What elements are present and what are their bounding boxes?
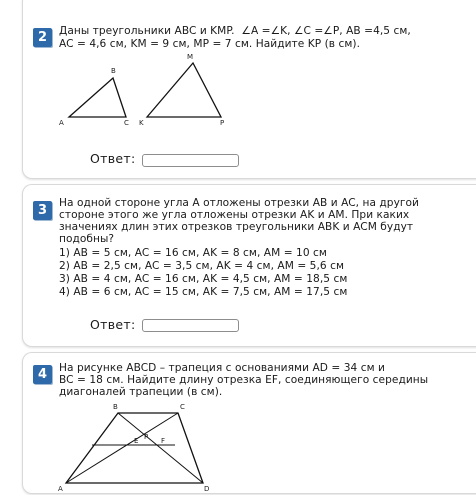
vertex-label-b: B — [113, 403, 118, 411]
vertex-label-k: K — [139, 119, 144, 127]
vertex-label-c: C — [124, 119, 129, 127]
vertex-label-c: C — [180, 403, 185, 411]
point-label-e: E — [134, 437, 139, 445]
vertex-label-a: A — [59, 119, 64, 127]
task-number-badge: 4 — [33, 365, 52, 384]
vertex-label-p: P — [220, 119, 225, 127]
task-question-line: На рисунке ABCD – трапеция с основаниями AD = 34 см и — [59, 362, 385, 374]
task-question-line: значениях длин этих отрезков треугольники ABK и ACM будут — [59, 221, 414, 233]
point-label-p: P — [144, 433, 149, 441]
task-card-4 — [22, 352, 476, 494]
point-label-f: F — [161, 437, 166, 445]
vertex-label-a: A — [58, 485, 63, 493]
task-question-line: подобны? — [59, 233, 115, 245]
vertex-label-m: M — [187, 53, 194, 61]
vertex-label-b: B — [111, 67, 116, 75]
answer-option-3: 3) AB = 4 см, AC = 16 см, AK = 4,5 см, AM = 18,5 см — [59, 273, 348, 285]
task-question-line: Даны треугольники ABC и KMP. ∠A =∠K, ∠C =∠P, AB =4,5 см, — [59, 25, 411, 37]
answer-label: Ответ: — [90, 151, 136, 166]
task-question-line: На одной стороне угла A отложены отрезки AB и AC, на другой — [59, 197, 419, 209]
answer-input[interactable] — [142, 154, 239, 167]
task-card-2 — [22, 0, 476, 179]
task-question-line: диагоналей трапеции (в см). — [59, 386, 223, 398]
answer-label: Ответ: — [90, 317, 136, 332]
task-question-line: стороне этого же угла отложены отрезки AK и AM. При каких — [59, 209, 410, 221]
task-question-line: AC = 4,6 см, KM = 9 см, MP = 7 см. Найдите KP (в см). — [59, 38, 361, 50]
trapezoid-abcd-figure — [58, 405, 258, 495]
vertex-label-d: D — [204, 485, 210, 493]
triangle-abc — [69, 78, 126, 117]
answer-input[interactable] — [142, 319, 239, 332]
triangles-abc-kmp-figure — [53, 53, 283, 143]
answer-option-4: 4) AB = 6 см, AC = 15 см, AK = 7,5 см, AM = 17,5 см — [59, 286, 348, 298]
answer-option-1: 1) AB = 5 см, AC = 16 см, AK = 8 см, AM = 10 см — [59, 247, 327, 259]
answer-option-2: 2) AB = 2,5 см, AC = 3,5 см, AK = 4 см, AM = 5,6 см — [59, 260, 345, 272]
trapezoid-abcd — [66, 413, 203, 483]
task-question-line: BC = 18 см. Найдите длину отрезка EF, соединяющего середины — [59, 374, 429, 386]
task-card-3 — [22, 184, 476, 347]
task-number-badge: 2 — [33, 28, 52, 47]
task-number-badge: 3 — [33, 201, 52, 220]
triangle-kmp — [147, 63, 221, 117]
